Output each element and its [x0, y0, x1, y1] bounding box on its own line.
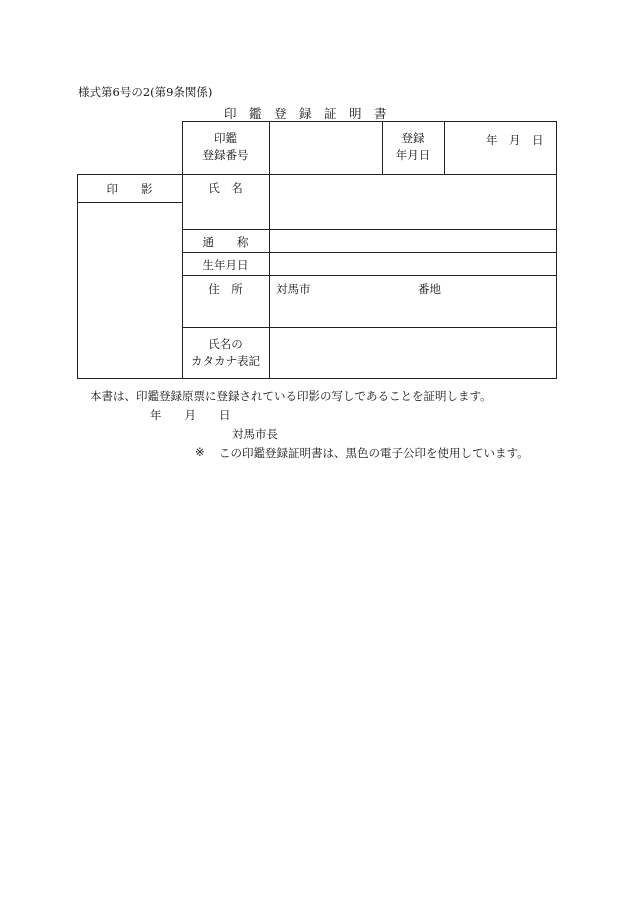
reg-number-label-line1: 印鑑 — [214, 131, 237, 145]
reg-date-label-line1: 登録 — [401, 131, 425, 145]
table-line — [182, 121, 556, 122]
note-text: この印鑑登録証明書は、黒色の電子公印を使用しています。 — [219, 446, 529, 460]
reg-number-label-line2: 登録番号 — [202, 148, 249, 162]
kana-name-label — [182, 336, 269, 370]
reg-date-label — [382, 130, 444, 164]
seal-label: 印 影 — [106, 182, 153, 196]
address-label: 住 所 — [208, 282, 243, 296]
document-title: 印 鑑 登 録 証 明 書 — [224, 106, 387, 121]
note-mark: ※ — [195, 445, 205, 459]
table-line — [269, 121, 270, 379]
address-banchi: 番地 — [418, 282, 441, 296]
mayor-title: 対馬市長 — [232, 427, 278, 441]
reg-number-label — [182, 130, 269, 164]
table-line — [77, 174, 556, 175]
table-line — [182, 252, 556, 253]
table-line — [556, 121, 557, 379]
reg-date-label-line2: 年月日 — [395, 148, 431, 162]
table-line — [182, 327, 556, 328]
birthdate-label: 生年月日 — [202, 258, 249, 272]
seal-impression-area — [78, 203, 182, 378]
kana-label-line1: 氏名の — [208, 337, 243, 351]
reg-date-value: 年 月 日 — [486, 133, 544, 147]
table-line — [444, 121, 445, 175]
kana-label-line2: カタカナ表記 — [191, 354, 260, 368]
table-line — [77, 378, 557, 379]
alias-label: 通 称 — [202, 235, 249, 249]
name-label: 氏 名 — [208, 181, 243, 195]
certification-statement: 本書は、印鑑登録原票に登録されている印影の写しであることを証明します。 — [90, 389, 492, 403]
form-number: 様式第6号の2(第9条関係) — [78, 85, 213, 99]
address-city: 対馬市 — [276, 282, 311, 296]
issue-date: 年 月 日 — [150, 408, 231, 422]
table-line — [182, 275, 556, 276]
table-line — [182, 229, 556, 230]
